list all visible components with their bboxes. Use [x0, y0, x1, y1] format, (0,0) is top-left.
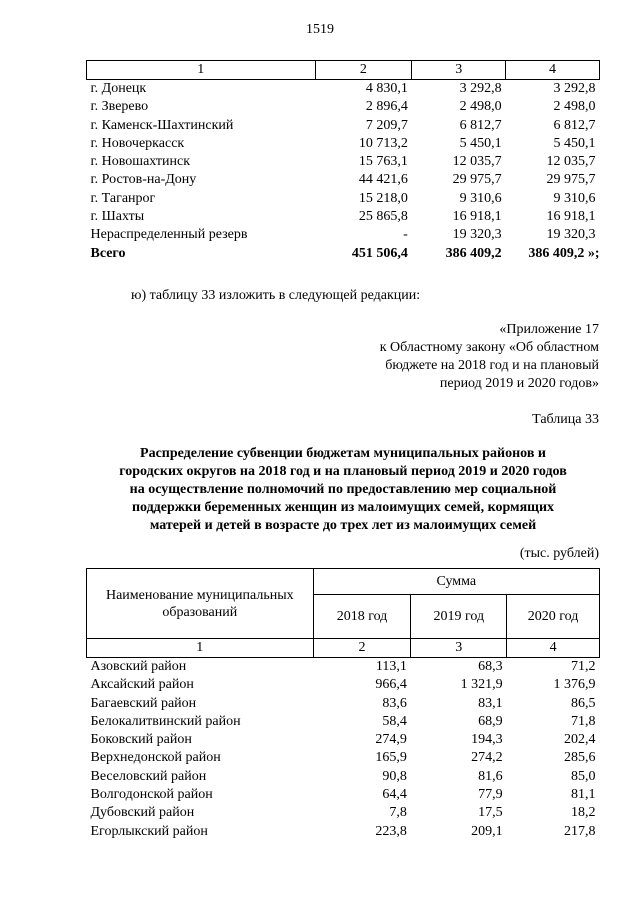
table-row — [87, 676, 600, 694]
row-name: Белокалитвинский район — [90, 713, 241, 729]
cell-2019: 19 320,3 — [452, 227, 502, 243]
table-row — [87, 153, 600, 171]
cell-2020: 1 376,9 — [553, 677, 596, 693]
cell-2020: 12 035,7 — [546, 154, 596, 170]
cell-2018: 274,9 — [375, 732, 407, 748]
continued-table — [86, 60, 600, 263]
table-row — [87, 823, 600, 841]
row-name: Волгодонской район — [90, 787, 213, 803]
table-row — [87, 804, 600, 822]
cell-2020: 29 975,7 — [546, 172, 596, 188]
page-number: 1519 — [306, 22, 334, 37]
cell-2020: 202,4 — [564, 732, 596, 748]
cell-2020: 71,2 — [571, 659, 596, 674]
total-row — [87, 245, 600, 263]
cell-2020: 19 320,3 — [546, 227, 596, 243]
header-2020: 2020 год — [507, 595, 600, 639]
cell-2018: - — [403, 227, 408, 243]
cell-2018: 966,4 — [375, 677, 407, 693]
cell-2018: 113,1 — [375, 659, 407, 674]
cell-2020: 5 450,1 — [553, 135, 596, 151]
table-row — [87, 658, 600, 677]
header-2018: 2018 год — [313, 595, 411, 639]
table-row — [87, 786, 600, 804]
total-2020: 386 409,2 »; — [528, 245, 600, 261]
table-row — [87, 768, 600, 786]
cell-2020: 86,5 — [571, 695, 596, 711]
column-number: 1 — [87, 61, 316, 80]
cell-2019: 2 498,0 — [459, 99, 502, 115]
row-name: г. Таганрог — [90, 190, 156, 206]
row-name: г. Шахты — [90, 209, 145, 225]
column-number: 2 — [313, 639, 411, 658]
column-number: 4 — [507, 639, 600, 658]
heading-line: матерей и детей в возрасте до трех лет из малоимущих семей — [149, 518, 537, 533]
cell-2020: 9 310,6 — [553, 190, 596, 206]
cell-2019: 5 450,1 — [459, 135, 502, 151]
table-row — [87, 80, 600, 99]
column-number-row — [87, 639, 600, 658]
row-name: Егорлыкский район — [90, 823, 208, 839]
units-label: (тыс. рублей) — [519, 546, 599, 561]
cell-2018: 58,4 — [382, 713, 407, 729]
row-name: Аксайский район — [90, 677, 194, 693]
heading-line: поддержки беременных женщин из малоимущих семей, кормящих — [131, 500, 555, 515]
header-2019: 2019 год — [411, 595, 507, 639]
total-2018: 451 506,4 — [351, 245, 408, 261]
header-name: Наименование муниципальных образований — [87, 569, 314, 639]
column-number: 3 — [412, 61, 506, 80]
cell-2018: 64,4 — [382, 787, 407, 803]
table-row — [87, 135, 600, 153]
cell-2018: 90,8 — [382, 768, 407, 784]
cell-2018: 7,8 — [389, 805, 407, 821]
cell-2019: 9 310,6 — [459, 190, 502, 206]
table-row — [87, 190, 600, 208]
cell-2018: 2 896,4 — [365, 99, 408, 115]
cell-2019: 3 292,8 — [459, 81, 502, 96]
table-label: Таблица 33 — [532, 412, 599, 427]
column-number: 4 — [506, 61, 600, 80]
heading-line: Распределение субвенции бюджетам муниципальных районов и — [140, 446, 546, 461]
row-name: г. Новочеркасск — [90, 135, 185, 151]
cell-2020: 81,1 — [571, 787, 596, 803]
cell-2019: 12 035,7 — [452, 154, 502, 170]
cell-2020: 85,0 — [571, 768, 596, 784]
row-name: Верхнедонской район — [90, 750, 221, 766]
cell-2018: 10 713,2 — [358, 135, 408, 151]
row-name: Азовский район — [90, 659, 187, 674]
table-row — [87, 713, 600, 731]
row-name: г. Новошахтинск — [90, 154, 191, 170]
row-name: г. Каменск-Шахтинский — [90, 117, 234, 133]
row-name: Боковский район — [90, 732, 192, 748]
heading-line: на осуществление полномочий по предоставлению мер социальной — [129, 482, 557, 497]
row-name: Дубовский район — [90, 805, 195, 821]
appendix-line: период 2019 и 2020 годов» — [439, 376, 599, 391]
row-name: Нераспределенный резерв — [90, 227, 248, 243]
cell-2019: 194,3 — [471, 732, 503, 748]
table-row — [87, 226, 600, 244]
appendix-line: бюджете на 2018 год и на плановый — [385, 358, 599, 373]
cell-2020: 285,6 — [564, 750, 596, 766]
cell-2018: 83,6 — [382, 695, 407, 711]
row-name: Веселовский район — [90, 768, 207, 784]
total-label: Всего — [90, 245, 126, 261]
row-name: Багаевский район — [90, 695, 197, 711]
cell-2020: 3 292,8 — [553, 81, 596, 96]
cell-2019: 17,5 — [478, 805, 503, 821]
cell-2019: 6 812,7 — [459, 117, 502, 133]
header-sum: Сумма — [313, 569, 599, 595]
total-2019: 386 409,2 — [445, 245, 502, 261]
cell-2019: 81,6 — [478, 768, 503, 784]
header-row — [87, 569, 600, 595]
table-heading — [86, 445, 600, 535]
cell-2019: 209,1 — [471, 823, 503, 839]
table-row — [87, 98, 600, 116]
appendix-line: к Областному закону «Об областном — [379, 340, 599, 355]
cell-2019: 68,9 — [478, 713, 503, 729]
cell-2020: 217,8 — [564, 823, 596, 839]
cell-2019: 16 918,1 — [452, 209, 502, 225]
column-number: 1 — [87, 639, 314, 658]
cell-2019: 29 975,7 — [452, 172, 502, 188]
table-row — [87, 208, 600, 226]
row-name: г. Зверево — [90, 99, 149, 115]
cell-2018: 44 421,6 — [358, 172, 408, 188]
cell-2020: 18,2 — [571, 805, 596, 821]
cell-2018: 4 830,1 — [365, 81, 408, 96]
column-number: 3 — [411, 639, 507, 658]
cell-2019: 77,9 — [478, 787, 503, 803]
cell-2019: 1 321,9 — [460, 677, 503, 693]
cell-2020: 16 918,1 — [546, 209, 596, 225]
table-row — [87, 695, 600, 713]
table-row — [87, 731, 600, 749]
cell-2018: 165,9 — [375, 750, 407, 766]
cell-2018: 25 865,8 — [358, 209, 408, 225]
cell-2019: 68,3 — [478, 659, 503, 674]
cell-2018: 223,8 — [375, 823, 407, 839]
row-name: г. Донецк — [90, 81, 147, 96]
cell-2018: 15 763,1 — [358, 154, 408, 170]
table-row — [87, 749, 600, 767]
row-name: г. Ростов-на-Дону — [90, 172, 197, 188]
cell-2019: 274,2 — [471, 750, 503, 766]
cell-2020: 2 498,0 — [553, 99, 596, 115]
cell-2020: 6 812,7 — [553, 117, 596, 133]
column-number-row — [87, 61, 600, 80]
appendix-line: «Приложение 17 — [499, 322, 599, 337]
table-33 — [86, 568, 600, 841]
table-row — [87, 117, 600, 135]
cell-2018: 15 218,0 — [358, 190, 408, 206]
cell-2018: 7 209,7 — [365, 117, 408, 133]
heading-line: городских округов на 2018 год и на плановый период 2019 и 2020 годов — [119, 464, 567, 479]
cell-2020: 71,8 — [571, 713, 596, 729]
column-number: 2 — [315, 61, 412, 80]
cell-2019: 83,1 — [478, 695, 503, 711]
table-row — [87, 171, 600, 189]
amendment-instruction: ю) таблицу 33 изложить в следующей редакции: — [131, 288, 421, 303]
